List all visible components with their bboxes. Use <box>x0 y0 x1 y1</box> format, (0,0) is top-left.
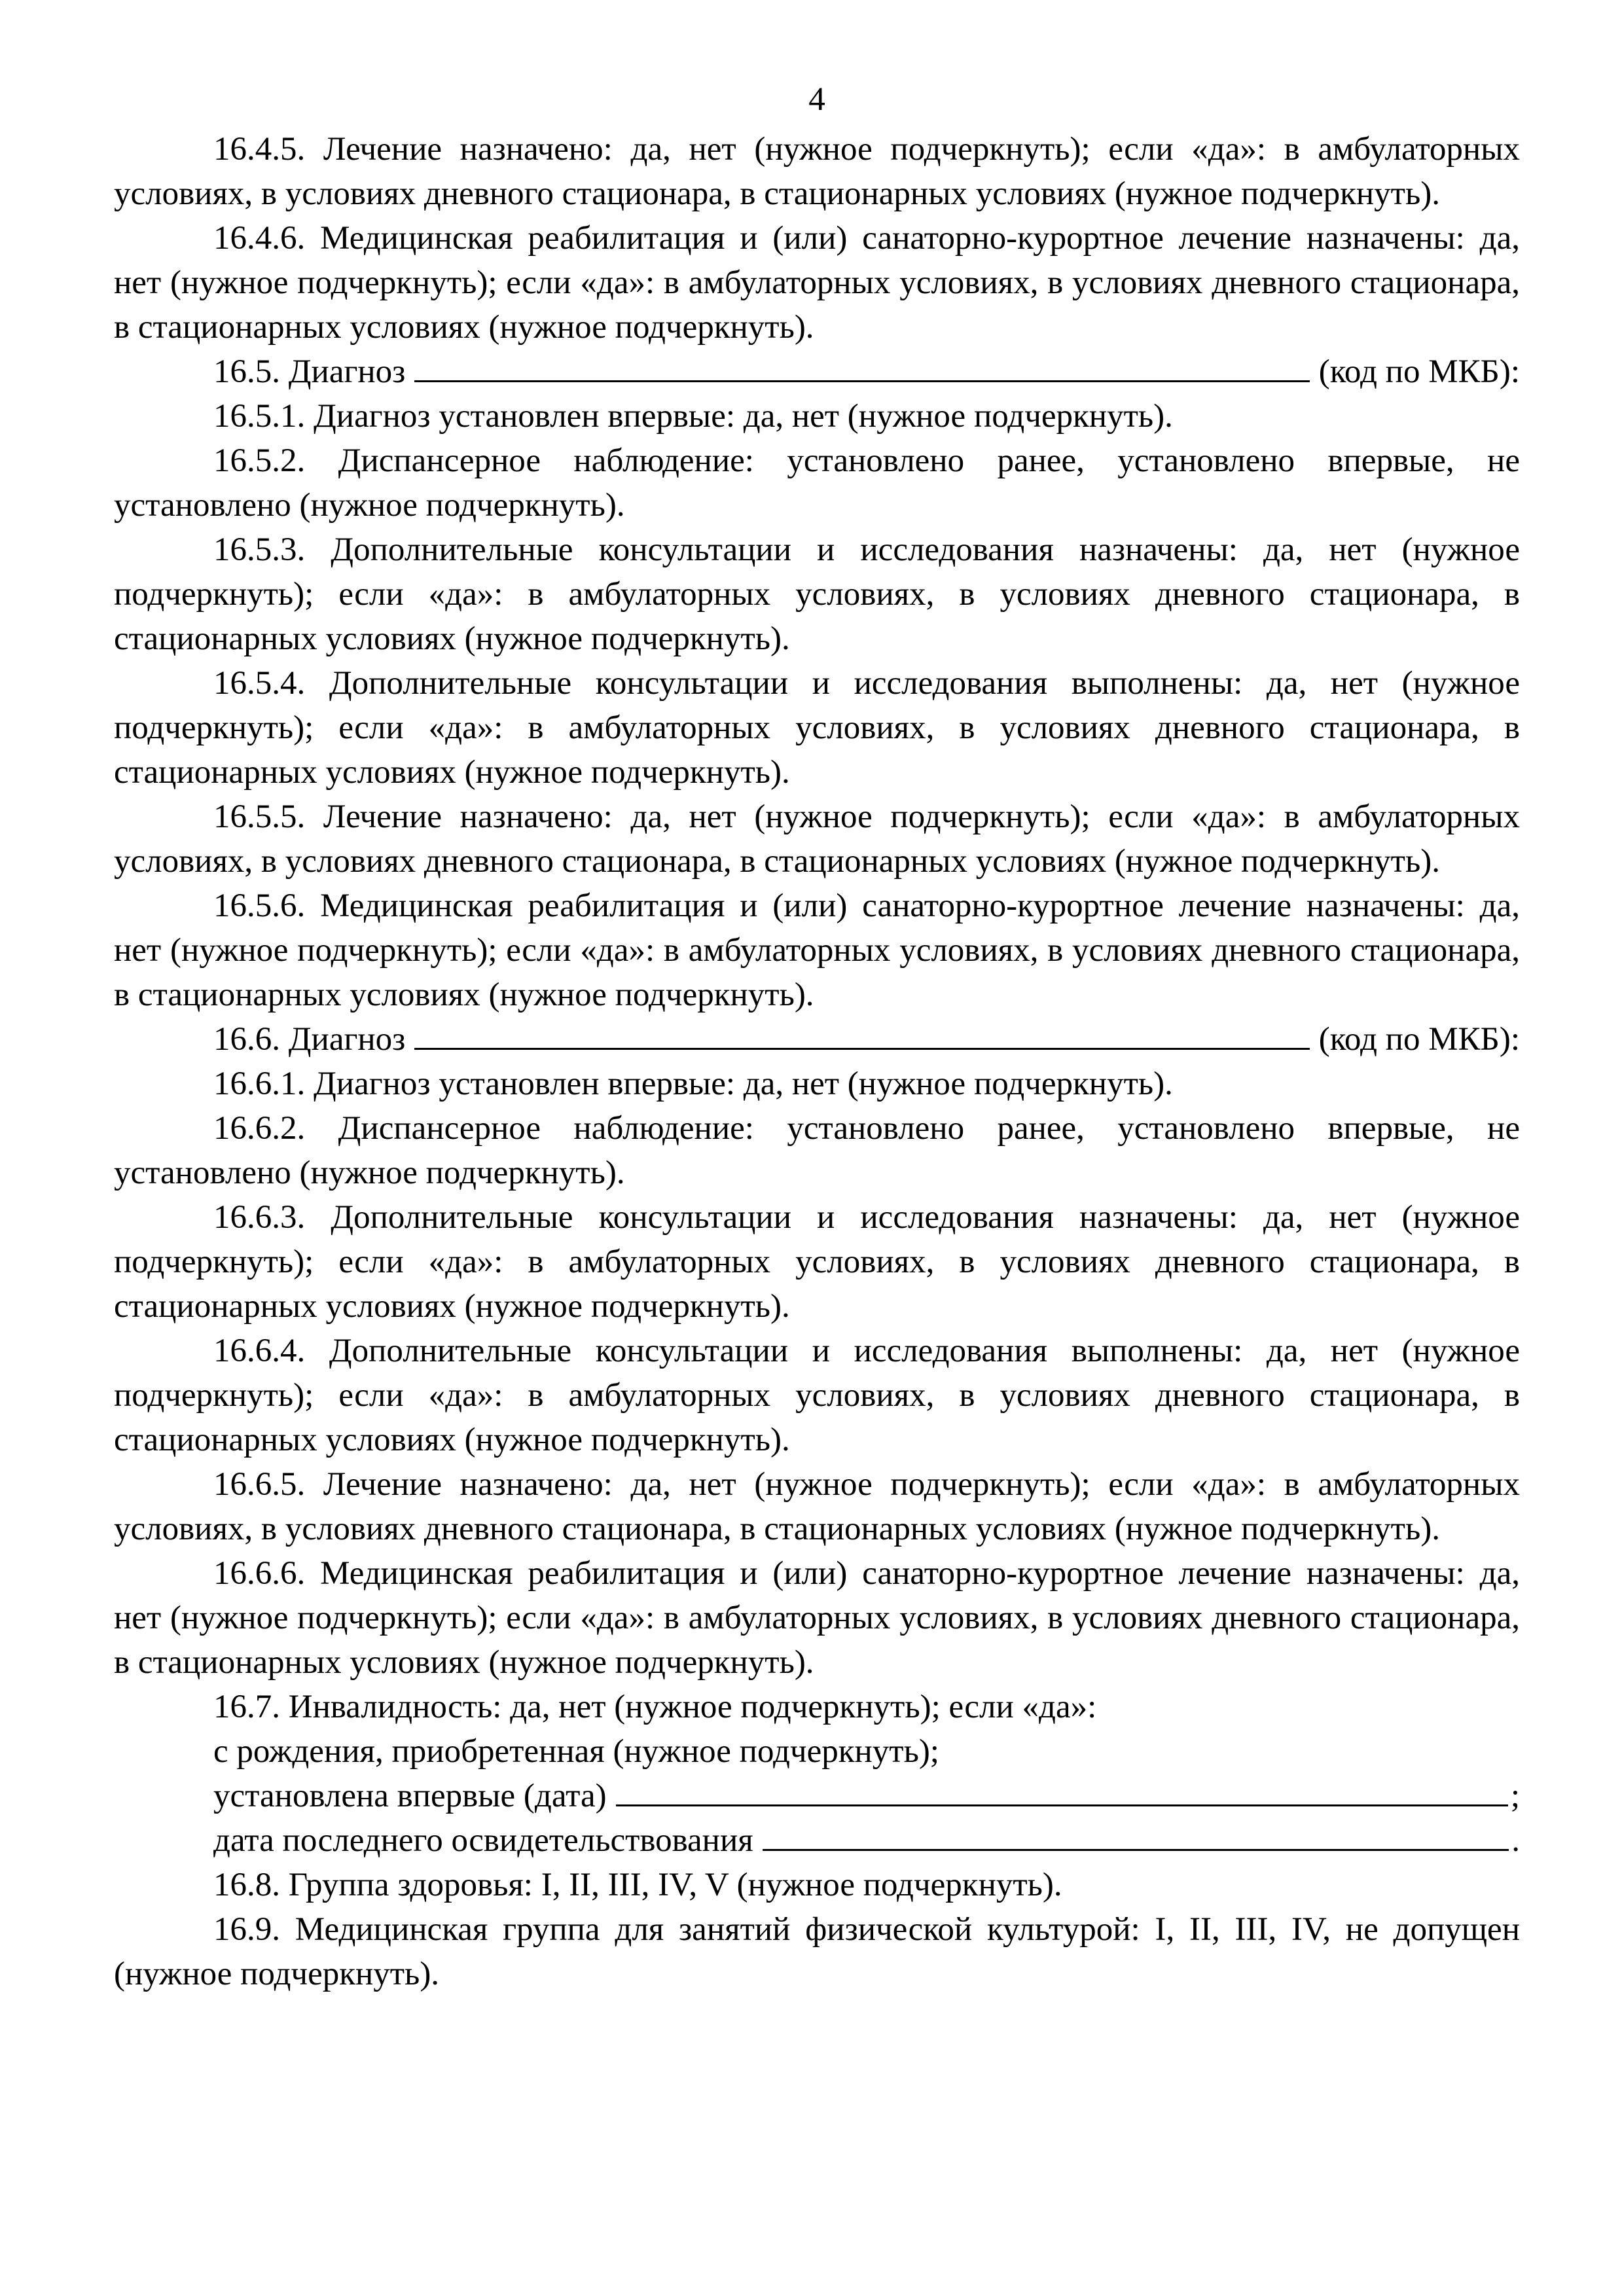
diagnosis-16-6-row <box>114 1017 1520 1062</box>
diagnosis-16-5-code-label: (код по МКБ): <box>1318 353 1520 390</box>
item-16-6-5: 16.6.5. Лечение назначено: да, нет (нужное подчеркнуть); если «да»: в амбулаторных условиях, в условиях дневного стационара, в стационарных условиях (нужное подчеркнуть). <box>114 1466 1520 1547</box>
disability-first-date-semicolon: ; <box>1510 1778 1520 1814</box>
item-16-8: 16.8. Группа здоровья: I, II, III, IV, V (нужное подчеркнуть). <box>213 1867 1062 1903</box>
item-16-4-5: 16.4.5. Лечение назначено: да, нет (нужное подчеркнуть); если «да»: в амбулаторных условиях, в условиях дневного стационара, в стационарных условиях (нужное подчеркнуть). <box>114 131 1520 212</box>
item-16-6-1: 16.6.1. Диагноз установлен впервые: да, нет (нужное подчеркнуть). <box>213 1066 1173 1102</box>
item-16-5-2: 16.5.2. Диспансерное наблюдение: установлено ранее, установлено впервые, не установлено (нужное подчеркнуть). <box>114 442 1520 524</box>
disability-last-exam-label: дата последнего освидетельствования <box>213 1822 753 1859</box>
item-16-7-origin: с рождения, приобретенная (нужное подчеркнуть); <box>213 1733 939 1770</box>
item-16-4-6: 16.4.6. Медицинская реабилитация и (или) санаторно-курортное лечение назначены: да, нет (нужное подчеркнуть); если «да»: в амбулаторных условиях, в условиях дневного стационара, в стационарных условиях (нужное подчеркнуть). <box>114 220 1520 346</box>
disability-first-date-blank <box>616 1776 1508 1806</box>
diagnosis-16-6-blank <box>414 1019 1309 1050</box>
item-16-9: 16.9. Медицинская группа для занятий физической культурой: I, II, III, IV, не допущен (нужное подчеркнуть). <box>114 1911 1520 1992</box>
item-16-6-4: 16.6.4. Дополнительные консультации и исследования выполнены: да, нет (нужное подчеркнуть); если «да»: в амбулаторных условиях, в условиях дневного стационара, в стационарных условиях (нужное подчеркнуть). <box>114 1333 1520 1458</box>
item-16-6-2: 16.6.2. Диспансерное наблюдение: установлено ранее, установлено впервые, не установлено (нужное подчеркнуть). <box>114 1110 1520 1191</box>
item-16-5-6: 16.5.6. Медицинская реабилитация и (или) санаторно-курортное лечение назначены: да, нет (нужное подчеркнуть); если «да»: в амбулаторных условиях, в условиях дневного стационара, в стационарных условиях (нужное подчеркнуть). <box>114 888 1520 1013</box>
diagnosis-16-5-label: 16.5. Диагноз <box>213 353 406 390</box>
page-number: 4 <box>808 81 825 118</box>
diagnosis-16-5-row <box>114 350 1520 394</box>
item-16-5-4: 16.5.4. Дополнительные консультации и исследования выполнены: да, нет (нужное подчеркнуть); если «да»: в амбулаторных условиях, в условиях дневного стационара, в стационарных условиях (нужное подчеркнуть). <box>114 665 1520 791</box>
item-16-6-3: 16.6.3. Дополнительные консультации и исследования назначены: да, нет (нужное подчеркнуть); если «да»: в амбулаторных условиях, в условиях дневного стационара, в стационарных условиях (нужное подчеркнуть). <box>114 1199 1520 1325</box>
diagnosis-16-5-blank <box>414 351 1309 382</box>
item-16-6-6: 16.6.6. Медицинская реабилитация и (или) санаторно-курортное лечение назначены: да, нет (нужное подчеркнуть); если «да»: в амбулаторных условиях, в условиях дневного стационара, в стационарных условиях (нужное подчеркнуть). <box>114 1555 1520 1681</box>
disability-last-exam-blank <box>763 1820 1509 1851</box>
disability-first-date-row <box>114 1774 1520 1818</box>
disability-first-date-label: установлена впервые (дата) <box>213 1778 607 1814</box>
diagnosis-16-6-code-label: (код по МКБ): <box>1318 1021 1520 1058</box>
item-16-5-1: 16.5.1. Диагноз установлен впервые: да, нет (нужное подчеркнуть). <box>213 398 1173 435</box>
item-16-5-5: 16.5.5. Лечение назначено: да, нет (нужное подчеркнуть); если «да»: в амбулаторных условиях, в условиях дневного стационара, в стационарных условиях (нужное подчеркнуть). <box>114 798 1520 880</box>
document-page <box>114 77 1520 1996</box>
item-16-5-3: 16.5.3. Дополнительные консультации и исследования назначены: да, нет (нужное подчеркнуть); если «да»: в амбулаторных условиях, в условиях дневного стационара, в стационарных условиях (нужное подчеркнуть). <box>114 531 1520 657</box>
item-16-7: 16.7. Инвалидность: да, нет (нужное подчеркнуть); если «да»: <box>213 1689 1097 1725</box>
disability-last-exam-row <box>114 1818 1520 1863</box>
disability-last-exam-period: . <box>1511 1822 1520 1859</box>
diagnosis-16-6-label: 16.6. Диагноз <box>213 1021 406 1058</box>
